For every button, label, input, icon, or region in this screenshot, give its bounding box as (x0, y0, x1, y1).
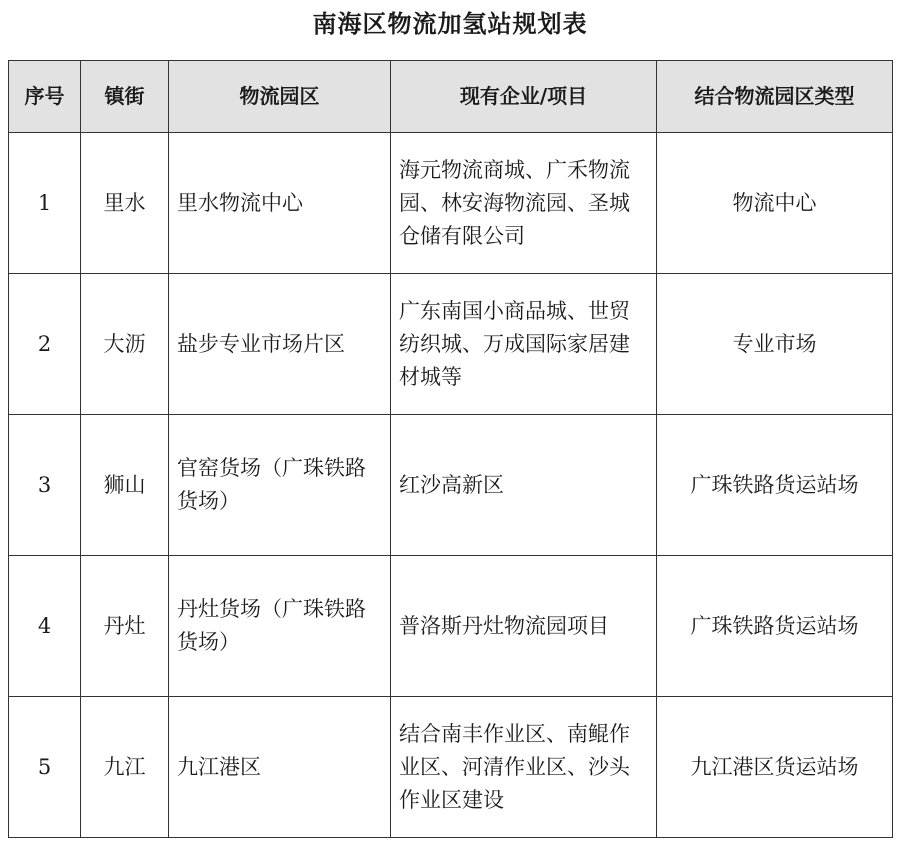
table-row (9, 415, 893, 556)
header-row (9, 61, 893, 133)
cell-no: 4 (9, 556, 81, 697)
table-row (9, 556, 893, 697)
table-title: 南海区物流加氢站规划表 (312, 10, 588, 38)
header-park: 物流园区 (169, 61, 391, 133)
cell-type: 物流中心 (657, 133, 893, 274)
cell-park: 里水物流中心 (169, 133, 391, 274)
header-type: 结合物流园区类型 (657, 61, 893, 133)
header-town: 镇街 (81, 61, 169, 133)
cell-projects: 结合南丰作业区、南鲲作业区、河清作业区、沙头作业区建设 (391, 697, 657, 838)
cell-type: 广珠铁路货运站场 (657, 556, 893, 697)
cell-projects: 广东南国小商品城、世贸纺织城、万成国际家居建材城等 (391, 274, 657, 415)
cell-projects: 普洛斯丹灶物流园项目 (391, 556, 657, 697)
cell-projects: 海元物流商城、广禾物流园、林安海物流园、圣城仓储有限公司 (391, 133, 657, 274)
cell-town: 丹灶 (81, 556, 169, 697)
cell-park: 丹灶货场（广珠铁路货场） (169, 556, 391, 697)
cell-projects: 红沙高新区 (391, 415, 657, 556)
cell-park: 九江港区 (169, 697, 391, 838)
cell-type: 九江港区货运站场 (657, 697, 893, 838)
logistics-hydrogen-station-table (8, 60, 893, 838)
cell-no: 2 (9, 274, 81, 415)
cell-park: 盐步专业市场片区 (169, 274, 391, 415)
header-no: 序号 (9, 61, 81, 133)
table-row (9, 274, 893, 415)
cell-type: 专业市场 (657, 274, 893, 415)
cell-no: 3 (9, 415, 81, 556)
cell-town: 狮山 (81, 415, 169, 556)
cell-town: 里水 (81, 133, 169, 274)
cell-town: 大沥 (81, 274, 169, 415)
table-row (9, 697, 893, 838)
header-projects: 现有企业/项目 (391, 61, 657, 133)
table-row (9, 133, 893, 274)
cell-no: 1 (9, 133, 81, 274)
cell-town: 九江 (81, 697, 169, 838)
cell-type: 广珠铁路货运站场 (657, 415, 893, 556)
cell-no: 5 (9, 697, 81, 838)
cell-park: 官窑货场（广珠铁路货场） (169, 415, 391, 556)
